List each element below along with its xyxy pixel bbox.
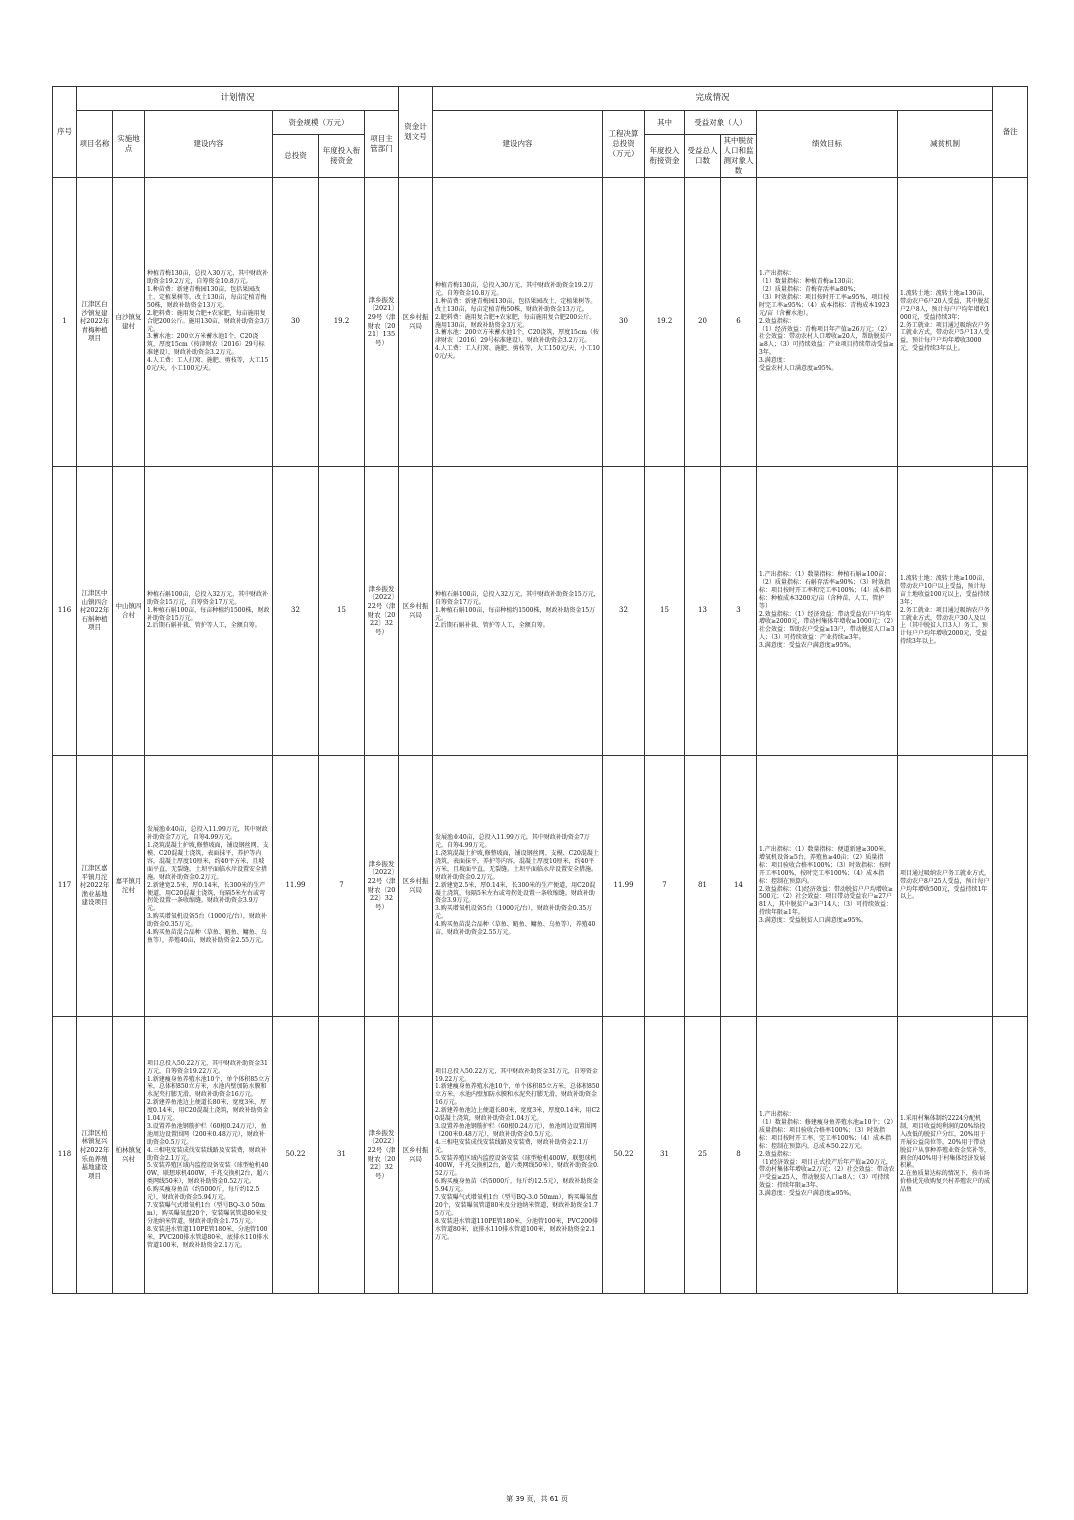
row-project-name: 江津区嘉平镇月沱村2022年渔业基地建设项目 <box>77 755 113 1016</box>
row-seq: 118 <box>53 1016 77 1293</box>
row-note <box>993 1016 1028 1293</box>
row-settle: 30 <box>603 177 645 466</box>
row-note <box>993 466 1028 755</box>
row-mechanism: 项目通过吸纳农户务工就业方式，带动农户8户25人受益，预计每户户均年增收500元，受益持续1年以上。 <box>898 755 993 1016</box>
row-benef-total: 81 <box>685 755 721 1016</box>
row-plan-content: 种植青梅130亩，总投入30万元，其中财政补助资金19.2万元，自筹资金10.8万元。 1.种苗费：新建青梅园130亩，包括果园改土、定植果树等。改土130亩，每亩定植青梅50株，财政补助资金13万元。 2.肥料费：施用复合肥+农家肥，每亩施用复合肥200公斤。施用130亩，财政补助资金3万元。 3.蓄水池：200立方米蓄水池1个，C20浇筑，厚度15cm（按津财农〔2016〕29号标准建设），财政补助资金3.2万元。 4.人工费：工人打窝、施肥、剪枝等，大工150元/天，小工100元/天。 <box>145 177 273 466</box>
row-project-name: 江津区白沙镇复建村2022年青梅种植项目 <box>77 177 113 466</box>
row-total-invest: 30 <box>273 177 319 466</box>
row-performance: 1.产出指标：（1）数量指标：便道新建≥300米，增氧机设备≥5台，养殖鱼≥40亩；（2）质量指标：项目验收合格率100%；（3）时效指标：按时开工率100%，按时完工率100%；（4）成本指标：控制在预算内。 2.效益指标：（1)经济效益：带动脱贫户户均增收≥500元；（2）社会效益：项目带动受益农户≥27户81人，其中脱贫户≥3户14人；（3）可持续效益：持续年限≥1年。 3.满意度：受益脱贫人口满意度≥95%。 <box>757 755 898 1016</box>
project-table-sheet <box>52 86 1027 1294</box>
table-row <box>53 1016 1028 1293</box>
row-seq: 117 <box>53 755 77 1016</box>
row-annual-funds: 15 <box>319 466 365 755</box>
row-plan-content: 种植石斛100亩，总投入32万元，其中财政补助资金15万元，自筹资金17万元。 1.种植石斛100亩，每亩种植约1500株，财政补助资金15万元。 2.后期石斛补栽、管护等人工，全额自筹。 <box>145 466 273 755</box>
header-plan-group: 计划情况 <box>77 87 399 111</box>
row-mechanism: 1.流转土地：流转土地≥130亩，带动农户6户20人受益，其中脱贫户2户8人，预计每户户均年增收1000元，受益持续3年； 2.务工就业：项目通过吸纳农户务工就业方式，带动农户5户13人受益，预计每户户均年增收3000元，受益持续3年以上。 <box>898 177 993 466</box>
row-settle: 50.22 <box>603 1016 645 1293</box>
header-dept: 项目主管部门 <box>365 111 399 178</box>
header-note: 备注 <box>993 87 1028 178</box>
row-mechanism: 1.采用村集体制约2224分配机制，项目收益纯利润的20%给投入改低的脱贫户分红，20%用于开展公益岗位等，20%用于带动脱贫户从事种养殖业资金奖补等，剩余的40%用于村集体经济发展积累。 2.在鱼质量达标的情况下，按市场价格优先收购复兴村养殖农户的成品鱼 <box>898 1016 993 1293</box>
row-benef-poor: 3 <box>721 466 757 755</box>
row-doc-no: 津乡振发〔2022〕22号（津财农〔2022〕32号） <box>365 1016 399 1293</box>
header-benef-total: 受益总人口数 <box>685 135 721 178</box>
row-location: 嘉平镇月沱村 <box>113 755 145 1016</box>
row-mechanism: 1.流转土地：流转土地≥100亩，带动农户10户以上受益，预计每亩土地收益100元以上，受益持续3年； 2.务工就业：项目通过吸纳农户务工就业方式，带动农户30人及以上（其中脱贫人口3人）务工，预计每户户均年增收2000元，受益持续3年以上。 <box>898 466 993 755</box>
row-project-name: 江津区柏林镇复兴村2022年乐鱼养殖基地建设项目 <box>77 1016 113 1293</box>
row-performance: 1.产出指标： （1）数量指标：种植青梅≥130亩； （2）质量指标：青梅存活率≥80%； （3）时效指标：项目按时开工率≥95%，项目按时完工率≥95%；（4）成本指标：青梅成本1923元/亩（含蓄水池）。 2.效益指标： （1）经济效益：青梅项目年产值≥26万元；（2）社会效益：带动农村人口增收≥20人，帮助脱贫户≥8人；（3）可持续效益：产业项目持续带动受益≥3年。 3.满意度： 受益农村人口满意度≥95%。 <box>757 177 898 466</box>
row-benef-total: 25 <box>685 1016 721 1293</box>
header-perf: 绩效目标 <box>757 111 898 178</box>
row-dept: 区乡村振兴局 <box>399 466 433 755</box>
row-settle: 32 <box>603 466 645 755</box>
row-note <box>993 755 1028 1016</box>
row-dept: 区乡村振兴局 <box>399 177 433 466</box>
row-done-annual: 15 <box>645 466 685 755</box>
row-benef-total: 13 <box>685 466 721 755</box>
header-done-group: 完成情况 <box>433 87 993 111</box>
row-location: 柏林镇复兴村 <box>113 1016 145 1293</box>
row-performance: 1.产出指标： （1）数量指标：修建瘦身鱼养殖水池≥10个；（2）质量指标：项目验收合格率100%；（3）时效指标：项目按时开工率、完工率100%；（4）成本指标：控制在预算内，总成本50.22万元。 2.效益指标： （1)经济效益：项目正式投产后年产值≥20万元，带动村集体年增收≥2万元；（2）社会效益：带动农户受益≥25人，带动脱贫人口≥8人；（3）可持续效益：持续年限≥3年。 3.满意度：受益农户满意度≥95%。 <box>757 1016 898 1293</box>
row-done-annual: 19.2 <box>645 177 685 466</box>
row-plan-content <box>145 1016 273 1293</box>
row-total-invest: 11.99 <box>273 755 319 1016</box>
row-project-name: 江津区中山镇四合村2022年石斛种植项目 <box>77 466 113 755</box>
row-performance: 1.产出指标：（1）数量指标：种植石斛≥100亩；（2）质量指标：石斛存活率≥90%；（3）时效指标：项目按时开工率和完工率100%；（4）成本指标：种植成本3200元/亩（含种苗、人工、管护等） 2.效益指标：（1）经济效益：带动受益农户户均年增收≥2000元，带动村集体年增收≥1000元；（2）社会效益：帮助农户受益≥13户，带动脱贫人口≥3人；（3）可持续效益：产业持续≥3年。 3.满意度：受益农户满意度≥95%。 <box>757 466 898 755</box>
header-content: 建设内容 <box>145 111 273 178</box>
header-done-annual: 年度投入衔接资金 <box>645 135 685 178</box>
row-plan-content-text: 项目总投入50.22万元，其中财政补助资金31万元，自筹资金19.22万元。 1.新建瘦身鱼养殖水池10个，单个体积85立方米，总体积850立方米，水池内壁加防水膜和水泥夹打膨无滑，财政补助资金16万元。 2.新建养鱼池边上便道长80米，宽度3米，厚度0.14米，用C20混凝土浇筑，财政补助资金1.04万元。 3.设置养鱼池钢筋护栏（60根0.24万元），鱼池周边设置围网（200米0.48万元），财政补助资金0.5万元。 4.三相电安装成伐安装线路及安装费，财政补助资金2.1万元。 5.安装养殖区域内监控设备安装（球型枪机400W，联想球机400W，千兆交换机2台，超六类网线50米），财政补助资金0.52万元。 6.购买瘦身鱼苗（约5000斤，每斤约12.5元），财政补助资金5.94万元。 7.安装曝气式增氧机1台（型号BQ-3.0 50mm），购买曝氧盘20个，安装曝氧管道80米及分池纳米管道，财政补助资金1.75万元。 8.安装进水管道110PE管180米，分池管100米，PVC200排水管道80米，底排水110排水管道100米，财政补助资金2.1万元。 <box>147 1059 270 1249</box>
row-location: 中山镇四合村 <box>113 466 145 755</box>
row-annual-funds: 19.2 <box>319 177 365 466</box>
header-done-content: 建设内容 <box>433 111 603 178</box>
row-location: 白沙镇复建村 <box>113 177 145 466</box>
header-total-invest: 总投资 <box>273 135 319 178</box>
row-done-annual: 7 <box>645 755 685 1016</box>
header-benef-poor: 其中脱贫人口和监测对象人数 <box>721 135 757 178</box>
row-benef-poor: 8 <box>721 1016 757 1293</box>
row-seq: 116 <box>53 466 77 755</box>
row-doc-no: 津乡振发〔2021〕29号（津财农〔2021〕135号） <box>365 177 399 466</box>
row-done-content-text: 项目总投入50.22万元，其中财政补助资金31万元，自筹资金19.22万元。 1.新建瘦身鱼养殖水池10个，单个体积85立方米，总体积850立方米，水池内壁加防水膜和水泥夹打膨无滑，财政补助资金16万元。 2.新建养鱼池边上便道长80米，宽度3米，厚度0.14米，用C20混凝土浇筑，财政补助资金1.04万元。 3.设置养鱼池钢筋护栏（60根0.24万元），鱼池周边设置围网（200米0.48万元），财政补助资金0.5万元。 4.三相电安装成伐安装线路及安装费，财政补助资金2.1万元。 5.安装养殖区域内监控设备安装（球型枪机400W，联想球机400W，千兆交换机2台，超六类网线50米），财政补助资金0.52万元。 6.购买瘦身鱼苗（约5000斤，每斤约12.5元），财政补助资金5.94万元。 7.安装曝气式增氧机1台（型号BQ-3.0 50mm），购买曝氧盘20个，安装曝氧管道80米及分池纳米管道，财政补助资金1.75万元。 8.安装进水管道110PE管180米，分池管100米，PVC200排水管道80米，底排水110排水管道100米，财政补助资金2.1万元。 <box>435 1067 600 1241</box>
table-row <box>53 466 1028 755</box>
header-settle: 工程决算总投资（万元） <box>603 111 645 178</box>
row-settle: 11.99 <box>603 755 645 1016</box>
row-benef-total: 20 <box>685 177 721 466</box>
row-done-content: 种植青梅130亩，总投入30万元，其中财政补助资金19.2万元，自筹资金10.8万元。 1.种苗费：新建青梅园130亩，包括果园改土、定植果树等。改土130亩，每亩定植青梅50株，财政补助资金13万元。 2.肥料费：施用复合肥+农家肥，每亩施用复合肥200公斤。施用130亩，财政补助资金3万元。 3.蓄水池：200立方米蓄水池1个，C20浇筑，厚度15cm（按津财农〔2016〕29号标准建设），财政补助资金3.2万元。 4.人工费：工人打窝、施肥、剪枝等，大工150元/天，小工100元/天。 <box>433 177 603 466</box>
table-row <box>53 755 1028 1016</box>
header-mech: 减贫机制 <box>898 111 993 178</box>
row-done-content: 种植石斛100亩，总投入32万元，其中财政补助资金15万元，自筹资金17万元。 1.种植石斛100亩，每亩种植约1500株，财政补助资金15万元。 2.后期石斛补栽、管护等人工，全额自筹。 <box>433 466 603 755</box>
row-total-invest: 32 <box>273 466 319 755</box>
row-done-content <box>433 1016 603 1293</box>
project-table <box>52 86 1028 1294</box>
table-row <box>53 177 1028 466</box>
row-total-invest: 50.22 <box>273 1016 319 1293</box>
header-annual-funds: 年度投入衔接资金 <box>319 135 365 178</box>
page-footer: 第 39 页，共 61 页 <box>506 1495 568 1503</box>
header-benef: 受益对象（人） <box>685 111 757 135</box>
row-done-annual: 31 <box>645 1016 685 1293</box>
header-seq: 序号 <box>53 87 77 178</box>
row-doc-no: 津乡振发〔2022〕22号（津财农〔2022〕32号） <box>365 466 399 755</box>
row-benef-poor: 14 <box>721 755 757 1016</box>
header-doc-no: 资金计划文号 <box>399 87 433 178</box>
header-among: 其中 <box>645 111 685 135</box>
row-note <box>993 177 1028 466</box>
row-done-content: 发展渔业40亩，总投入11.99万元，其中财政补助资金7万元，自筹4.99万元。 1.浇筑混凝土护坡,修整坡面，铺设钢丝网、支模、C20混凝土浇筑，表面抹平，养护等内容，混凝土厚度10厘米，约40平方米，且坡面平直，无裂缝。土坝平面临水岸设置安全措施。财政补助资金0.2万元。 2.新建宽2.5米，厚0.14米，长300米的生产便道，用C20混凝土浇筑，每隔5米左右或弯拐处设置一条收缩缝。财政补助资金3.9万元。 3.购买增氧机设备5台（1000元/台），财政补助资金0.35万元。 4.购买鱼苗混合品种（草鱼、鲢鱼、鳙鱼、乌鱼等），养殖40亩，财政补助资金2.55万元。 <box>433 755 603 1016</box>
row-annual-funds: 31 <box>319 1016 365 1293</box>
row-doc-no: 津乡振发〔2022〕22号（津财农〔2022〕32号） <box>365 755 399 1016</box>
row-seq: 1 <box>53 177 77 466</box>
header-location: 实施地点 <box>113 111 145 178</box>
header-funds-scale: 资金规模（万元） <box>273 111 365 135</box>
row-plan-content: 发展渔业40亩，总投入11.99万元，其中财政补助资金7万元，自筹4.99万元。 1.浇筑混凝土护坡,修整坡面，铺设钢丝网、支模、C20混凝土浇筑，表面抹平，养护等内容，混凝土厚度10厘米，约40平方米，且坡面平直，无裂缝。土坝平面临水岸设置安全措施。财政补助资金0.2万元。 2.新建宽2.5米，厚0.14米，长300米的生产便道，用C20混凝土浇筑，每隔5米左右或弯拐处设置一条收缩缝。财政补助资金3.9万元。 3.购买增氧机设备5台（1000元/台），财政补助资金0.35万元。 4.购买鱼苗混合品种（草鱼、鲢鱼、鳙鱼、乌鱼等），养殖40亩，财政补助资金2.55万元。 <box>145 755 273 1016</box>
header-proj-name: 项目名称 <box>77 111 113 178</box>
row-dept: 区乡村振兴局 <box>399 755 433 1016</box>
row-benef-poor: 6 <box>721 177 757 466</box>
row-dept: 区乡村振兴局 <box>399 1016 433 1293</box>
row-annual-funds: 7 <box>319 755 365 1016</box>
